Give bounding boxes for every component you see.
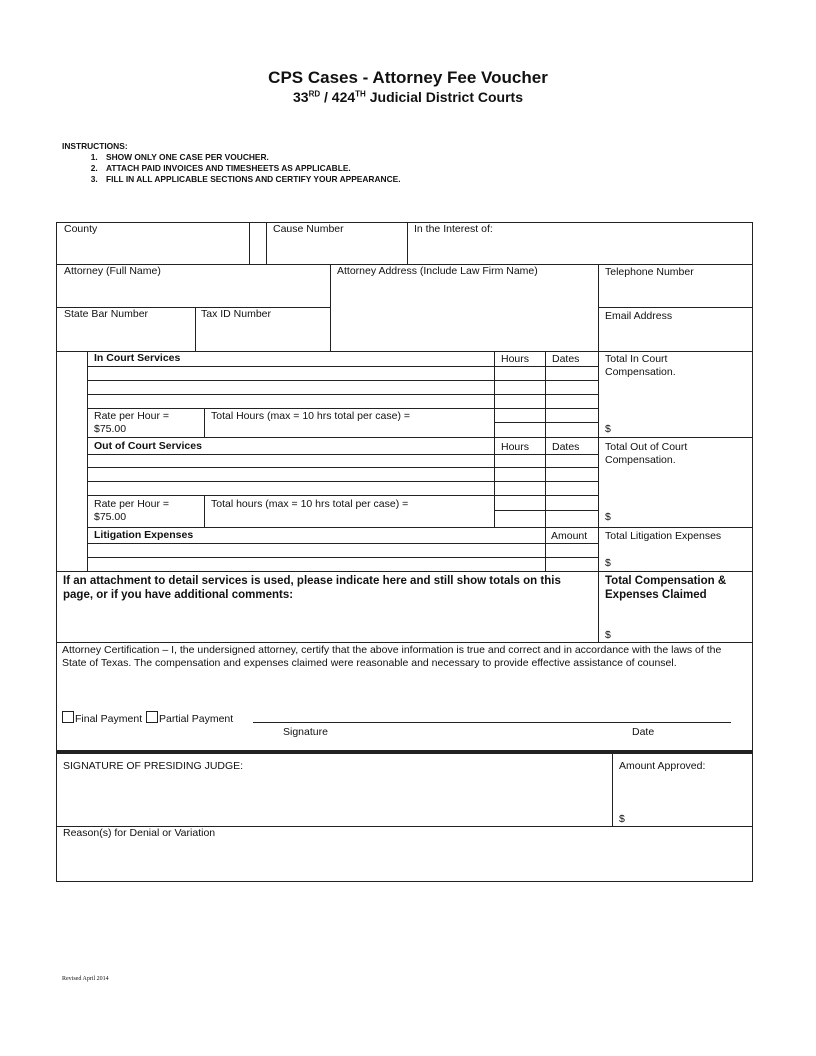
out-court-rate: Rate per Hour = $75.00 xyxy=(94,498,169,523)
instruction-item: 3. FILL IN ALL APPLICABLE SECTIONS AND CERTIFY YOUR APPEARANCE. xyxy=(100,174,401,185)
attorney-address-field[interactable]: Attorney Address (Include Law Firm Name) xyxy=(337,265,538,277)
partial-payment-label: Partial Payment xyxy=(159,713,234,725)
cause-number-field[interactable]: Cause Number xyxy=(273,223,344,235)
date-caption: Date xyxy=(632,726,655,738)
in-court-total-label: Total In Court Compensation. xyxy=(605,353,676,378)
subtitle-sup: TH xyxy=(355,89,366,99)
litigation-heading: Litigation Expenses xyxy=(94,529,194,541)
amount-approved-dollar[interactable]: $ xyxy=(619,813,625,825)
out-court-total-label: Total Out of Court Compensation. xyxy=(605,441,688,466)
payment-options xyxy=(62,711,233,726)
litigation-total-label: Total Litigation Expenses xyxy=(605,530,722,542)
litigation-dollar[interactable]: $ xyxy=(605,557,611,569)
in-court-dates-header: Dates xyxy=(552,353,580,365)
interest-of-field[interactable]: In the Interest of: xyxy=(414,223,493,235)
certification-text: Attorney Certification – I, the undersigned attorney, certify that the above information is true and correct and in accordance with the laws of the State of Texas. The compensation and expenses claimed were reasonable and necessary to provide effective assistance of counsel. xyxy=(62,644,722,669)
litigation-amount-header: Amount xyxy=(551,530,588,542)
out-court-dates-header: Dates xyxy=(552,441,580,453)
signature-field[interactable] xyxy=(253,700,633,722)
total-claimed-dollar[interactable]: $ xyxy=(605,629,611,641)
subtitle-sup: RD xyxy=(308,89,321,99)
denial-reasons-field[interactable]: Reason(s) for Denial or Variation xyxy=(63,827,216,839)
out-court-dollar[interactable]: $ xyxy=(605,511,611,523)
date-field[interactable] xyxy=(635,700,731,722)
final-payment-checkbox[interactable] xyxy=(62,711,74,723)
in-court-total-hours: Total Hours (max = 10 hrs total per case) = xyxy=(211,410,411,422)
telephone-field[interactable]: Telephone Number xyxy=(605,266,694,278)
subtitle-part: 33 xyxy=(293,89,309,105)
out-court-hours-header: Hours xyxy=(501,441,530,453)
final-payment-label: Final Payment xyxy=(75,713,143,725)
judge-signature-label[interactable]: SIGNATURE OF PRESIDING JUDGE: xyxy=(63,760,244,772)
in-court-rate: Rate per Hour = $75.00 xyxy=(94,410,169,435)
attachment-note[interactable]: If an attachment to detail services is used, please indicate here and still show totals on this page, or if you have additional comments: xyxy=(63,575,561,601)
in-court-heading: In Court Services xyxy=(94,352,181,364)
partial-payment-checkbox[interactable] xyxy=(146,711,158,723)
out-court-total-hours: Total hours (max = 10 hrs total per case) = xyxy=(211,498,409,510)
county-field[interactable]: County xyxy=(64,223,98,235)
state-bar-field[interactable]: State Bar Number xyxy=(64,308,149,320)
total-claimed-label: Total Compensation & Expenses Claimed xyxy=(605,575,727,601)
page-subtitle xyxy=(0,89,816,105)
instruction-item: 2. ATTACH PAID INVOICES AND TIMESHEETS AS APPLICABLE. xyxy=(100,163,401,174)
subtitle-part: / 424 xyxy=(320,89,356,105)
email-field[interactable]: Email Address xyxy=(605,310,673,322)
tax-id-field[interactable]: Tax ID Number xyxy=(201,308,272,320)
instructions xyxy=(62,141,401,185)
page-title: CPS Cases - Attorney Fee Voucher xyxy=(268,68,548,87)
instructions-heading: INSTRUCTIONS: xyxy=(62,141,128,151)
amount-approved-label: Amount Approved: xyxy=(619,760,706,772)
revised-date: Revised April 2014 xyxy=(62,976,109,982)
instruction-item: 1. SHOW ONLY ONE CASE PER VOUCHER. xyxy=(100,152,401,163)
signature-caption: Signature xyxy=(283,726,328,738)
out-court-heading: Out of Court Services xyxy=(94,440,202,452)
in-court-dollar[interactable]: $ xyxy=(605,423,611,435)
in-court-hours-header: Hours xyxy=(501,353,530,365)
subtitle-part: Judicial District Courts xyxy=(365,89,523,105)
attorney-name-field[interactable]: Attorney (Full Name) xyxy=(64,265,161,277)
